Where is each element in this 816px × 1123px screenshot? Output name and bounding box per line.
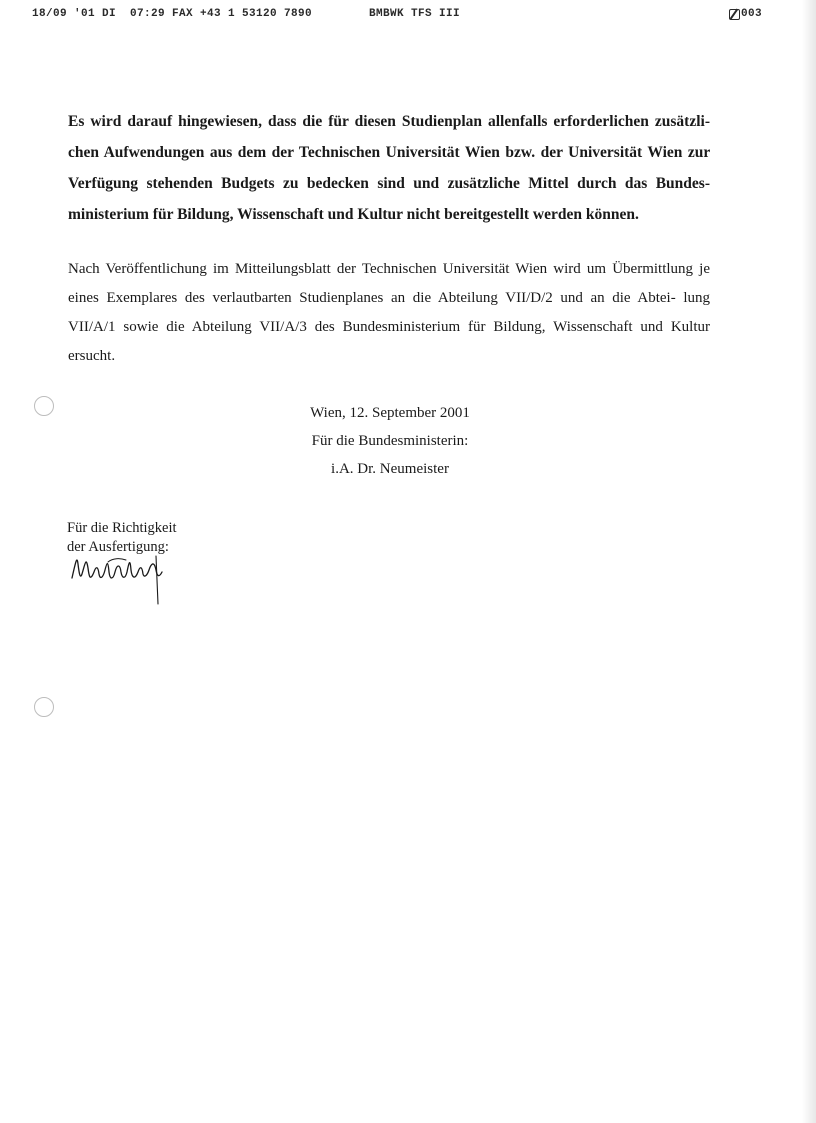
certification-line-2: der Ausfertigung:	[67, 539, 169, 555]
notice-line: Verfügung stehenden Budgets zu bedecken sind und zusätzliche Mittel durch das Bundes-	[68, 175, 710, 192]
on-behalf-line: Für die Bundesministerin:	[311, 433, 469, 449]
fax-page-icon	[729, 9, 740, 20]
punch-hole	[34, 396, 54, 416]
punch-hole	[34, 697, 54, 717]
request-paragraph	[68, 255, 710, 371]
fax-sender-id: BMBWK TFS III	[369, 8, 461, 20]
request-line: Nach Veröffentlichung im Mitteilungsblatt der Technischen Universität Wien wird um Übermittlung	[68, 261, 694, 277]
place-date: Wien, 12. September 2001	[310, 405, 470, 421]
request-line: Kultur ersucht.	[68, 319, 710, 364]
notice-line: chen Aufwendungen aus dem der Technischen Universität Wien bzw. der Universität Wien zur	[68, 144, 710, 161]
certification-line-1: Für die Richtigkeit	[67, 520, 177, 536]
signature-block	[240, 399, 540, 483]
request-line: je eines Exemplares des verlautbarten Studienplanes an die Abteilung VII/D/2 und an die Abtei-	[68, 261, 710, 306]
fax-transmission-info: 18/09 '01 DI 07:29 FAX +43 1 53120 7890	[32, 8, 313, 20]
fax-page-indicator	[729, 8, 762, 20]
fax-header	[32, 8, 762, 24]
fax-page-number: 003	[740, 8, 762, 20]
handwritten-signature	[68, 550, 178, 606]
signatory-name: i.A. Dr. Neumeister	[331, 461, 449, 477]
request-line: lung VII/A/1 sowie die Abteilung VII/A/3 des Bundesministerium für Bildung, Wissenschaft und	[68, 290, 710, 335]
notice-line: Es wird darauf hingewiesen, dass die für diesen Studienplan allenfalls erforderlichen zusätzli-	[68, 113, 710, 130]
paper-edge-shadow	[802, 0, 816, 1123]
notice-paragraph	[68, 106, 710, 230]
notice-line: ministerium für Bildung, Wissenschaft und Kultur nicht bereitgestellt werden können.	[68, 206, 639, 223]
